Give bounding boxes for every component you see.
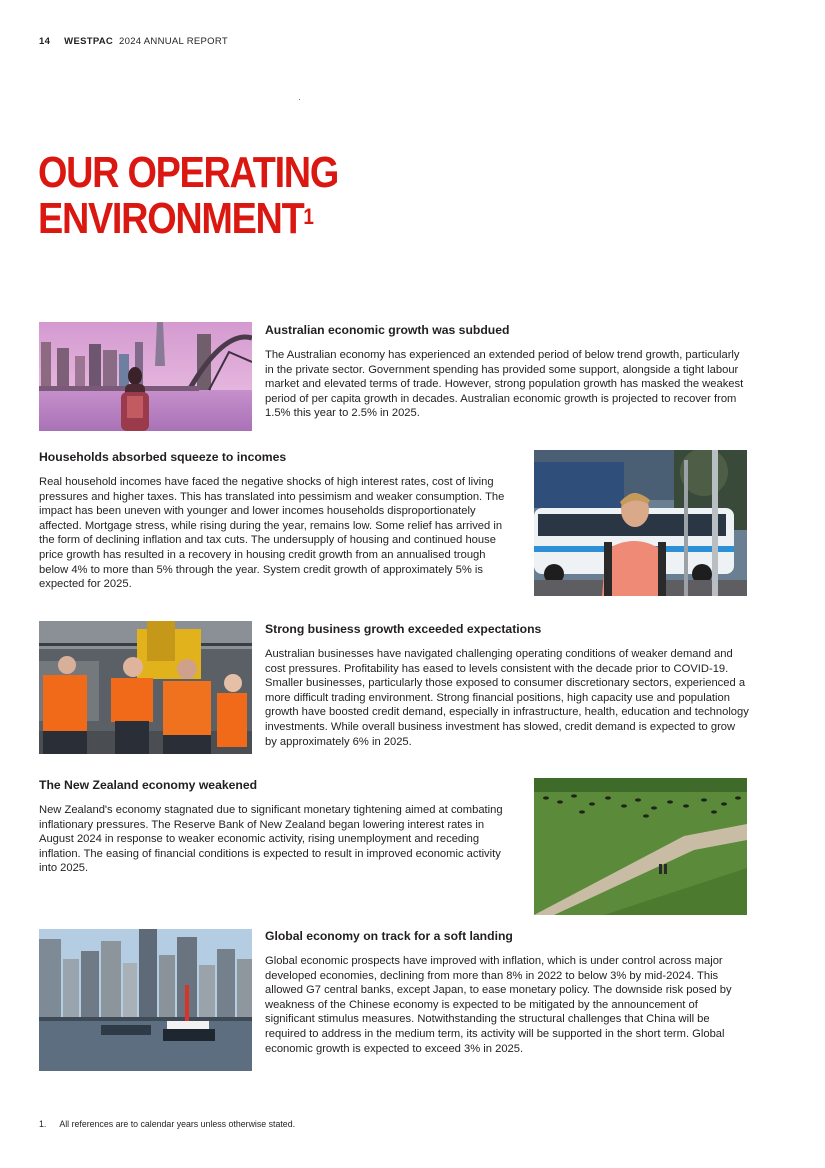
- workers-photo: [39, 621, 252, 754]
- section-body: New Zealand's economy stagnated due to significant monetary tightening aimed at combating inflationary pressures. The Reserve Bank of New Zealand began lowering interest rates in August 2024 in response to weaker economic activity, rising unemployment and receding inflation. The easing of financial conditions is expected to result in improved economic activity into 2025.: [39, 804, 503, 875]
- title-footnote-mark: 1: [303, 204, 314, 229]
- section-heading: Global economy on track for a soft landing: [265, 929, 513, 943]
- brand-name: WESTPAC: [64, 36, 114, 47]
- section-heading: The New Zealand economy weakened: [39, 778, 258, 792]
- title-line-1: OUR OPERATING: [38, 148, 338, 197]
- sydney-harbour-photo: [39, 322, 252, 431]
- section-heading: Households absorbed squeeze to incomes: [39, 450, 287, 464]
- section-global-economy: [265, 929, 750, 1056]
- section-heading: Australian economic growth was subdued: [265, 323, 510, 337]
- section-business-growth: [265, 622, 750, 749]
- section-body: The Australian economy has experienced an extended period of below trend growth, particularly in the private sector. Government spending has provided some support, alongside a tight labour market and elevated terms of trade. However, strong population growth has masked the weakest period of per capita growth in decades. Australian economic growth is projected to recover from 1.5% this year to 2.5% in 2025.: [265, 349, 744, 420]
- section-body: Global economic prospects have improved with inflation, which is under control across major developed economies, declining from more than 8% in 2022 to below 3% by mid-2024. This allowed G7 central banks, except Japan, to ease monetary policy. The downside risk posed by weakness of the Chinese economy is expected to be mitigated by the announcement of significant stimulus measures. Notwithstanding the structural challenges that China will be required to address in the medium term, its activity will be supported in the short term. Global economic growth is expected to exceed 3% in 2025.: [265, 955, 732, 1055]
- footnote-number: 1.: [39, 1119, 47, 1129]
- section-body: Australian businesses have navigated challenging operating conditions of weaker demand and cost pressures. Profitability has eased to levels consistent with the decade prior to COVID-19. Smaller businesses, particularly those exposed to consumer discretionary sectors, experienced a more difficult trading environment. Strong financial positions, high capacity use and population growth have boosted credit demand, especially in infrastructure, health, education and technology investments. While overall business investment has slowed, credit demand is expected to grow by approximately 6% in 2025.: [265, 648, 749, 748]
- page-title: [38, 150, 338, 242]
- section-households: [39, 450, 506, 592]
- stray-dot: [299, 99, 300, 100]
- section-new-zealand: [39, 778, 517, 876]
- section-heading: Strong business growth exceeded expectations: [265, 622, 542, 636]
- section-body: Real household incomes have faced the negative shocks of high interest rates, cost of living pressures and higher taxes. This has translated into pessimism and weaker consumption. The impact has been uneven with younger and lower incomes households disproportionately affected. Mortgage stress, while rising during the year, remains low. Some relief has arrived in the form of declining inflation and tax cuts. The undersupply of housing and continued house price growth has resulted in a recovery in housing credit growth from an annualised trough below 4% to more than 5% through the year. System credit growth of approximately 5% is expected for 2025.: [39, 476, 505, 591]
- farm-field-photo: [534, 778, 747, 915]
- city-harbour-photo: [39, 929, 252, 1071]
- title-line-2: ENVIRONMENT: [38, 194, 304, 243]
- section-australian-growth: [265, 323, 745, 421]
- commuter-bus-photo: [534, 450, 747, 596]
- page-number: 14: [39, 36, 51, 47]
- footnote-text: All references are to calendar years unless otherwise stated.: [59, 1119, 296, 1129]
- footnote: [39, 1119, 295, 1129]
- page-header: [39, 36, 228, 47]
- report-name: 2024 ANNUAL REPORT: [119, 36, 228, 47]
